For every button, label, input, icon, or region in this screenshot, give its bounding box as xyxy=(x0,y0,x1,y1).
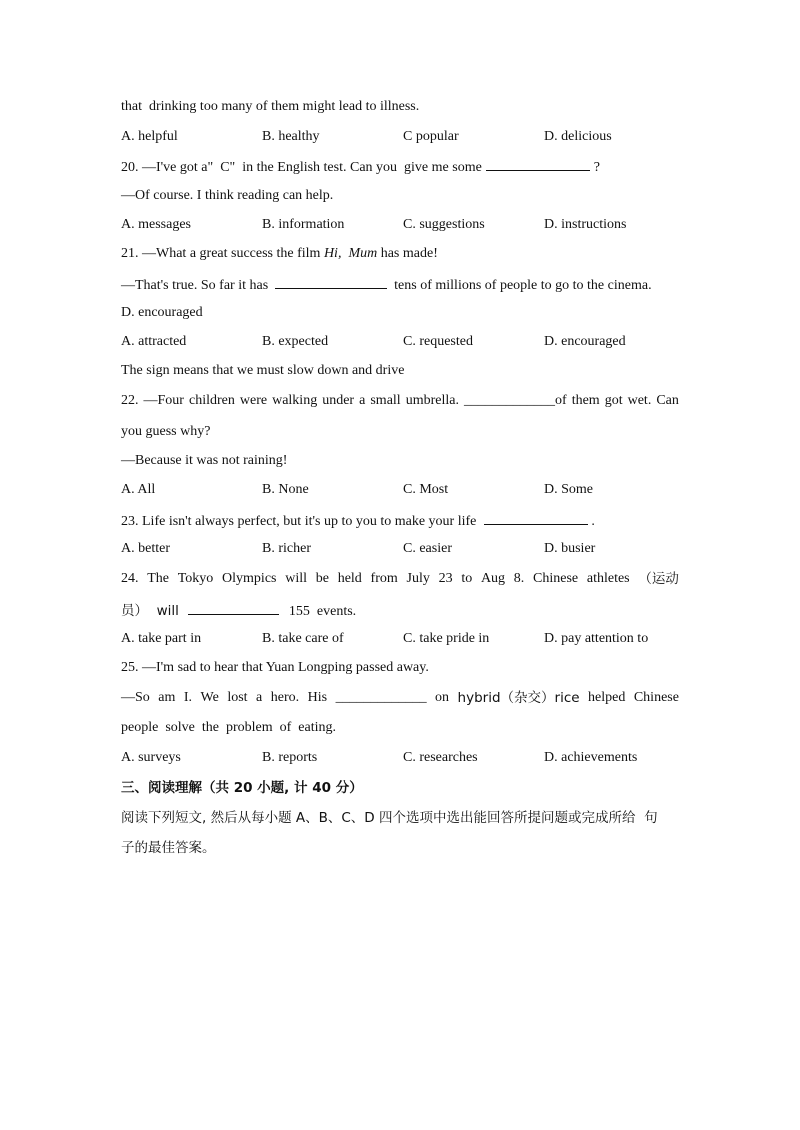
q24-word: from xyxy=(370,571,398,586)
q22-word: walking xyxy=(272,393,318,408)
q24-word: 23 xyxy=(438,571,453,586)
q24-word: Chinese xyxy=(533,571,579,586)
q25-word: —So xyxy=(121,690,150,705)
q22-word: small xyxy=(370,393,401,408)
q20-reply: —Of course. I think reading can help. xyxy=(121,188,334,203)
q19-option-b: B. healthy xyxy=(262,129,320,144)
q23-answer-blank[interactable] xyxy=(484,510,588,525)
q24-word: be xyxy=(315,571,329,586)
q22-stem-line1 xyxy=(121,391,679,411)
q25-stem: 25. —I'm sad to hear that Yuan Longping passed away. xyxy=(121,660,429,675)
q23-option-b: B. richer xyxy=(262,541,311,556)
q21-option-c: C. requested xyxy=(403,334,473,349)
q24-word: will xyxy=(285,571,308,586)
q21-stem-text: 21. —What a great success the film xyxy=(121,246,324,261)
q20-stem-text: 20. —I've got a" C" in the English test. Can you give me some xyxy=(121,160,482,175)
q21-stray-text: D. encouraged xyxy=(121,305,203,320)
q21-answer-blank[interactable] xyxy=(275,274,387,289)
q25-option-a: A. surveys xyxy=(121,750,181,765)
q25-word: Chinese xyxy=(633,690,679,705)
q22-word: 22. xyxy=(121,393,139,408)
q23-stem xyxy=(121,510,595,532)
q25-option-d: D. achievements xyxy=(544,750,638,765)
q20-stem xyxy=(121,156,600,178)
q24-word: Olympics xyxy=(222,571,277,586)
q22-word: umbrella. xyxy=(405,393,459,408)
q25-word: hero. xyxy=(270,690,300,705)
q24-word: Aug xyxy=(480,571,506,586)
q21-stem xyxy=(121,244,438,264)
q25-answer-blank[interactable]: _____________ xyxy=(335,690,427,705)
q21-option-a: A. attracted xyxy=(121,334,187,349)
q25-word: a xyxy=(256,690,263,705)
q20-option-d: D. instructions xyxy=(544,217,627,232)
q25-word: We xyxy=(200,690,219,705)
q21-stem-end: has made! xyxy=(377,246,438,261)
q24-word: 8. xyxy=(513,571,525,586)
q19-option-c: C popular xyxy=(403,129,459,144)
q25-option-b: B. reports xyxy=(262,750,318,765)
q24-word: to xyxy=(461,571,473,586)
q24-stem-line1 xyxy=(121,569,679,589)
q25-reply-line2: people solve the problem of eating. xyxy=(121,720,336,735)
q19-option-a: A. helpful xyxy=(121,129,178,144)
q24-word: 24. xyxy=(121,571,139,586)
q22-option-d: D. Some xyxy=(544,482,593,497)
q22-word: a xyxy=(359,393,366,408)
q21-reply xyxy=(121,274,652,296)
q24-option-c: C. take pride in xyxy=(403,631,490,646)
q22-word: children xyxy=(188,393,235,408)
q19-stem-tail: that drinking too many of them might lead to illness. xyxy=(121,99,420,114)
q24-option-a: A. take part in xyxy=(121,631,202,646)
q24-stem-line2 xyxy=(121,600,356,622)
q22-option-a: A. All xyxy=(121,482,156,497)
q24-word: athletes xyxy=(586,571,630,586)
q22-word: wet. xyxy=(627,393,652,408)
q24-option-d: D. pay attention to xyxy=(544,631,649,646)
q20-answer-blank[interactable] xyxy=(486,156,590,171)
q25-word-chinese: hybrid（杂交）rice xyxy=(457,690,580,706)
q21-reply-start: —That's true. So far it has xyxy=(121,278,269,293)
q22-answer-blank[interactable]: _____________of xyxy=(464,393,567,408)
q20-option-c: C. suggestions xyxy=(403,217,485,232)
q24-answer-blank[interactable] xyxy=(188,600,279,615)
q20-option-a: A. messages xyxy=(121,217,191,232)
q23-stem-end: . xyxy=(591,514,595,529)
q23-stem-text: 23. Life isn't always perfect, but it's up to you to make your life xyxy=(121,514,477,529)
q25-option-c: C. researches xyxy=(403,750,478,765)
q22-word: under xyxy=(322,393,355,408)
q22-word: Can xyxy=(656,393,679,408)
q22-word: were xyxy=(239,393,268,408)
q25-word: helped xyxy=(588,690,626,705)
q21-note: The sign means that we must slow down and drive xyxy=(121,363,405,378)
q23-option-a: A. better xyxy=(121,541,170,556)
q24-word: July xyxy=(406,571,430,586)
q24-word: held xyxy=(337,571,362,586)
q22-option-c: C. Most xyxy=(403,482,449,497)
q20-option-b: B. information xyxy=(262,217,345,232)
q21-option-d: D. encouraged xyxy=(544,334,626,349)
q20-stem-end: ? xyxy=(593,160,601,175)
q22-word: —Four xyxy=(143,393,184,408)
q25-word: His xyxy=(307,690,328,705)
q22-stem-line2: you guess why? xyxy=(121,424,211,439)
section-heading: 三、阅读理解（共 20 小题, 计 40 分） xyxy=(121,780,363,796)
q24-word: Tokyo xyxy=(177,571,214,586)
q25-word: lost xyxy=(227,690,248,705)
q22-option-b: B. None xyxy=(262,482,309,497)
q24-option-b: B. take care of xyxy=(262,631,344,646)
q21-reply-end: tens of millions of people to go to the cinema. xyxy=(394,278,652,293)
q22-word: them xyxy=(571,393,600,408)
q25-word: I. xyxy=(183,690,193,705)
q22-word: got xyxy=(604,393,623,408)
q23-option-d: D. busier xyxy=(544,541,596,556)
section-instructions-line1: 阅读下列短文, 然后从每小题 A、B、C、D 四个选项中选出能回答所提问题或完成所给 句 xyxy=(121,810,658,826)
q24-line2-end: 155 events. xyxy=(288,604,357,619)
q23-option-c: C. easier xyxy=(403,541,452,556)
q22-reply: —Because it was not raining! xyxy=(121,453,288,468)
q21-option-b: B. expected xyxy=(262,334,329,349)
q24-line2-start: 员） will xyxy=(121,603,179,619)
q24-word-chinese: （运动 xyxy=(638,571,679,587)
section-instructions-line2: 子的最佳答案。 xyxy=(121,840,216,856)
q25-reply-line1 xyxy=(121,688,679,708)
q25-word: on xyxy=(435,690,450,705)
q19-option-d: D. delicious xyxy=(544,129,612,144)
q24-word: The xyxy=(147,571,169,586)
q21-film-title: Hi, Mum xyxy=(323,246,378,261)
q25-word: am xyxy=(158,690,176,705)
